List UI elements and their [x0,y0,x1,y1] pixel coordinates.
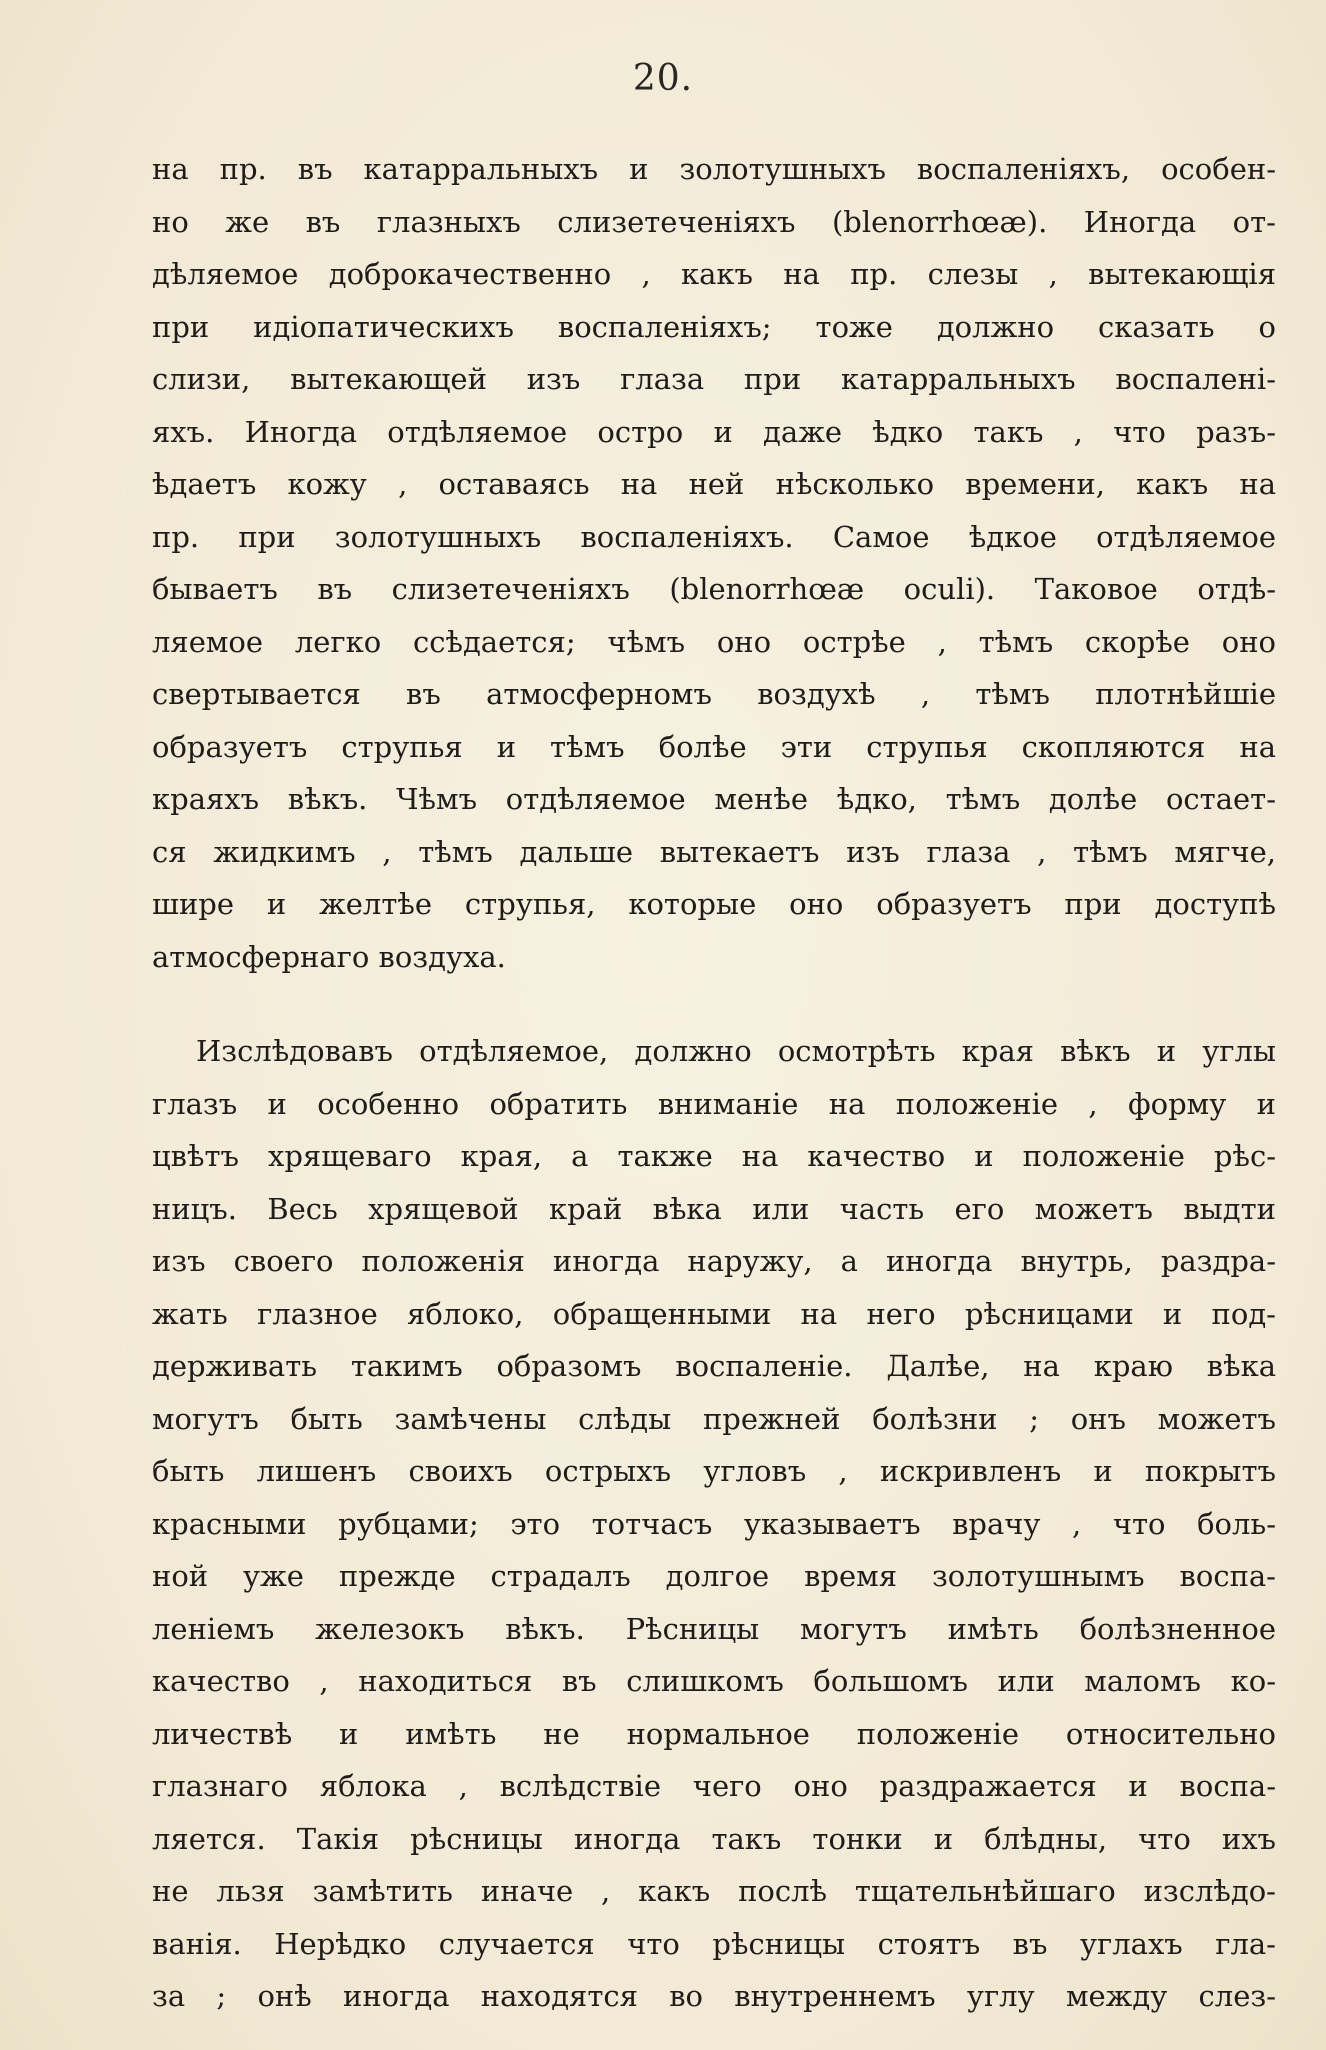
text-line: качество , находиться въ слишкомъ большомъ или маломъ ко- [152,1664,1276,1698]
text-line: образуетъ струпья и тѣмъ болѣе эти струпья скопляются на [152,729,1276,764]
text-line: ѣдаетъ кожу , оставаясь на ней нѣсколько времени, какъ на [152,467,1276,501]
text-line: бываетъ въ слизетеченіяхъ (blenorrhœæ oculi). Таковое отдѣ- [152,572,1276,606]
text-line: жать глазное яблоко, обращенными на него рѣсницами и под- [152,1296,1276,1331]
text-line: краяхъ вѣкъ. Чѣмъ отдѣляемое менѣе ѣдко, тѣмъ долѣе остает- [152,782,1276,816]
text-line: глазъ и особенно обратить вниманіе на положеніе , форму и [152,1086,1276,1121]
text-line: держивать такимъ образомъ воспаленіе. Далѣе, на краю вѣка [152,1349,1276,1383]
text-line: Изслѣдовавъ отдѣляемое, должно осмотрѣть края вѣкъ и углы [196,1034,1276,1068]
text-line: быть лишенъ своихъ острыхъ угловъ , искривленъ и покрытъ [152,1454,1276,1488]
text-line: ляемое легко ссѣдается; чѣмъ оно острѣе , тѣмъ скорѣе оно [152,624,1276,659]
text-line: атмосфернаго воздуха. [152,939,506,974]
paragraph-2 [152,1025,1276,2023]
text-line: но же въ глазныхъ слизетеченіяхъ (blenorrhœæ). Иногда от- [152,204,1276,239]
text-line: изъ своего положенія иногда наружу, а иногда внутрь, раздра- [152,1244,1276,1278]
text-line: цвѣтъ хрящеваго края, а также на качество и положеніе рѣс- [152,1139,1276,1173]
text-line: ся жидкимъ , тѣмъ дальше вытекаетъ изъ глаза , тѣмъ мягче, [152,834,1276,869]
text-line: при идіопатическихъ воспаленіяхъ; тоже должно сказать о [152,309,1276,344]
text-line: свертывается въ атмосферномъ воздухѣ , тѣмъ плотнѣйшіе [152,677,1276,711]
paragraph-1 [152,143,1276,983]
text-line: ляется. Такія рѣсницы иногда такъ тонки и блѣдны, что ихъ [152,1821,1276,1856]
text-line: не льзя замѣтить иначе , какъ послѣ тщательнѣйшаго изслѣдо- [152,1874,1276,1908]
text-line: личествѣ и имѣть не нормальное положеніе относительно [152,1716,1276,1751]
text-line: глазнаго яблока , вслѣдствіе чего оно раздражается и воспа- [152,1769,1276,1803]
text-line: пр. при золотушныхъ воспаленіяхъ. Самое ѣдкое отдѣляемое [152,519,1276,554]
text-line: за ; онѣ иногда находятся во внутреннемъ углу между слез- [152,1979,1276,2013]
text-line: красными рубцами; это тотчасъ указываетъ врачу , что боль- [152,1506,1276,1541]
text-line: на пр. въ катарральныхъ и золотушныхъ воспаленіяхъ, особен- [152,152,1276,186]
text-line: леніемъ железокъ вѣкъ. Рѣсницы могутъ имѣть болѣзненное [152,1611,1276,1646]
text-line: ницъ. Весь хрящевой край вѣка или часть его можетъ выдти [152,1191,1276,1226]
text-line: шире и желтѣе струпья, которые оно образуетъ при доступѣ [152,887,1276,921]
text-line: яхъ. Иногда отдѣляемое остро и даже ѣдко такъ , что разъ- [152,414,1276,449]
text-line: ной уже прежде страдалъ долгое время золотушнымъ воспа- [152,1559,1276,1593]
page-number: 20. [632,58,694,99]
text-line: ванія. Нерѣдко случается что рѣсницы стоятъ въ углахъ гла- [152,1926,1276,1961]
text-line: могутъ быть замѣчены слѣды прежней болѣзни ; онъ можетъ [152,1401,1276,1436]
text-line: дѣляемое доброкачественно , какъ на пр. слезы , вытекающія [152,257,1276,291]
text-line: слизи, вытекающей изъ глаза при катарральныхъ воспалені- [152,362,1276,396]
